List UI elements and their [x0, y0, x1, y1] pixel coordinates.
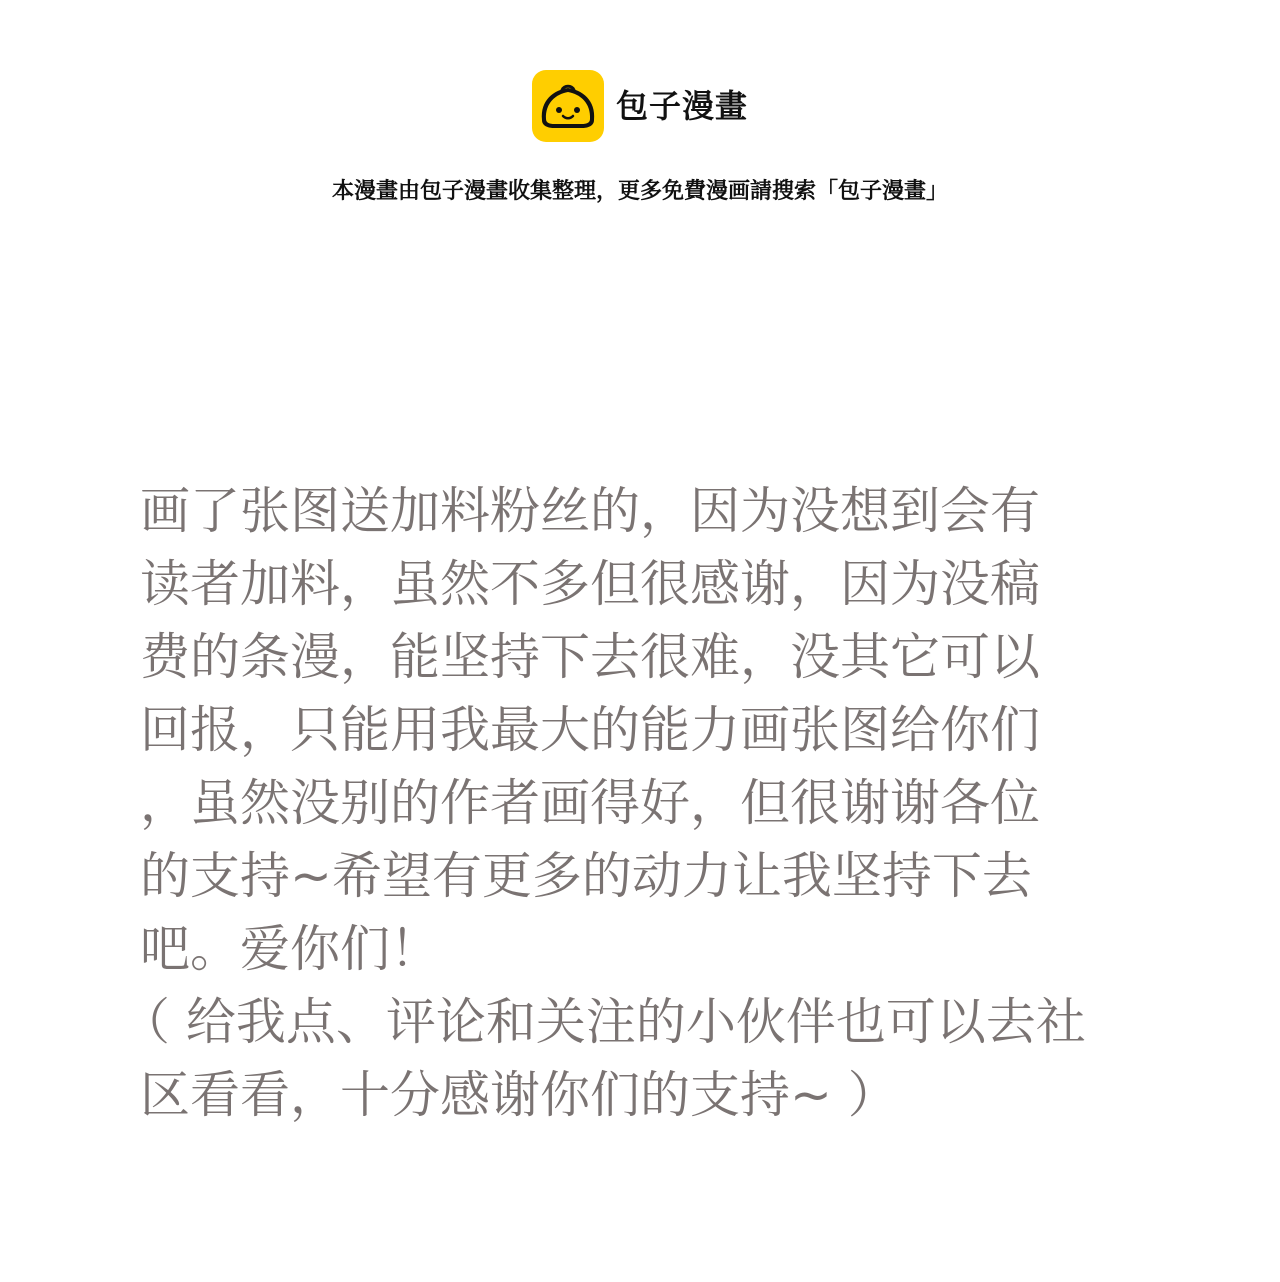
message-line: 回报，只能用我最大的能力画张图给你们 [140, 701, 1040, 759]
author-message [120, 475, 1180, 1132]
message-line: （ 给我点、评论和关注的小伙伴也可以去社 [120, 993, 1086, 1051]
brand-logo [532, 70, 748, 142]
message-line: 的支持~希望有更多的动力让我坚持下去 [140, 847, 1032, 905]
brand-name: 包子漫畫 [616, 87, 749, 125]
message-line: 费的条漫，能坚持下去很难，没其它可以 [140, 628, 1040, 686]
message-line: ，虽然没别的作者画得好，但很谢谢各位 [140, 774, 1040, 832]
watermark-header [0, 0, 1280, 240]
message-line: 读者加料，虽然不多但很感谢，因为没稿 [140, 555, 1040, 613]
message-line: 吧。爱你们！ [140, 920, 440, 978]
bun-face-icon [532, 70, 604, 142]
source-notice: 本漫畫由包子漫畫收集整理，更多免費漫画請搜索「包子漫畫」 [331, 179, 948, 204]
message-line: 画了张图送加料粉丝的，因为没想到会有 [140, 482, 1040, 540]
message-line: 区看看，十分感谢你们的支持~ ） [140, 1066, 898, 1124]
